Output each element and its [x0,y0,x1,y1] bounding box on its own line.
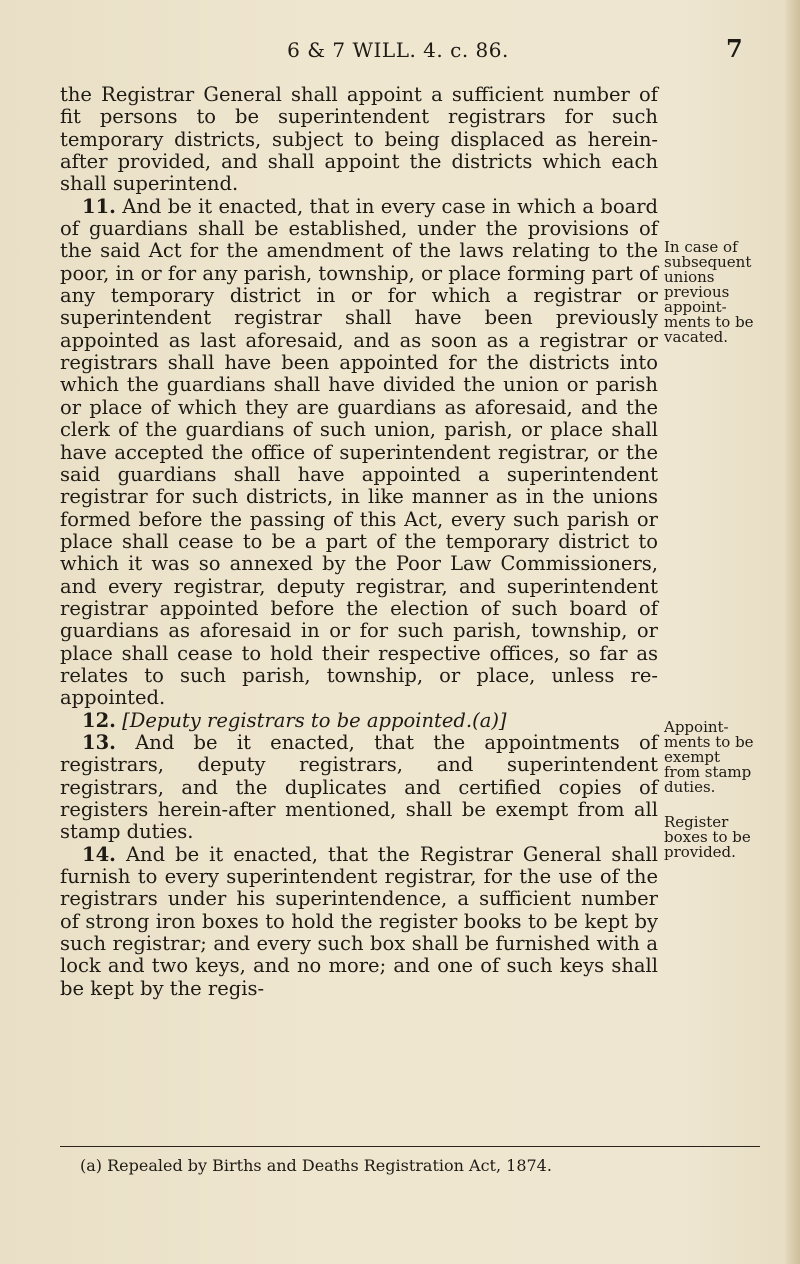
section-14 [60,844,658,1000]
margin-note-stamp-duties: Appoint- ments to be exempt from stamp duties. [664,718,754,796]
continuation-paragraph: the Registrar General shall appoint a sufficient number of fit persons to be superintendent registrars for such temporary districts, subject to being displaced as herein-after provided, and shall appoint the districts which each shall superintend. [60,83,658,196]
section-number: 13. [82,730,116,754]
section-11 [60,196,658,710]
statute-text [60,84,658,1000]
section-number: 14. [82,842,116,866]
section-text: And be it enacted, that in every case in which a board of guardians shall be established, under the provisions of the said Act for the amendment of the laws relating to the poor, in or for any parish, township, or place forming part of any temporary district in or for which a registrar or superintendent registrar shall have been previously appointed as last aforesaid, and as soon as a registrar or registrars shall have been appointed for the districts into which the guardians shall have divided the union or parish or place of which they are guardians as aforesaid, and the clerk of the guardians of such union, parish, or place shall have accepted the office of superintendent registrar, or the said guardians shall have appointed a superintendent registrar for such districts, in like manner as in the unions formed before the passing of this Act, every such parish or place shall cease to be a part of the temporary district to which it was so annexed by the Poor Law Commissioners, and every registrar, deputy registrar, and superintendent registrar appointed before the election of such board of guardians as aforesaid in or for such parish, township, or place shall cease to hold their respective offices, so far as relates to such parish, township, or place, unless re-appointed. [60,194,658,710]
margin-note-unions: In case of subsequent unions previous appoint- ments to be vacated. [664,238,754,346]
footnote-divider [60,1146,760,1147]
section-text: And be it enacted, that the Registrar General shall furnish to every superintendent registrar, for the use of the registrars under his superintendence, a sufficient number of strong iron boxes to hold the register books to be kept by such registrar; and every such box shall be furnished with a lock and two keys, and no more; and one of such keys shall be kept by the regis- [60,842,659,1000]
section-text: [Deputy registrars to be appointed.(a)] [122,708,507,732]
section-number: 11. [82,194,116,218]
margin-note-register-boxes: Register boxes to be provided. [664,813,751,861]
section-12 [60,710,658,732]
running-title: 6 & 7 WILL. 4. c. 86. [287,38,509,62]
page-edge [786,0,800,1264]
section-number: 12. [82,708,116,732]
footnote: (a) Repealed by Births and Deaths Registration Act, 1874. [80,1156,552,1175]
section-text: And be it enacted, that the appointments of registrars, deputy registrars, and superintendent registrars, and the duplicates and certified copies of registers herein-after mentioned, shall be exempt from all stamp duties. [60,730,658,844]
section-13 [60,732,658,844]
page-number: 7 [726,34,743,63]
